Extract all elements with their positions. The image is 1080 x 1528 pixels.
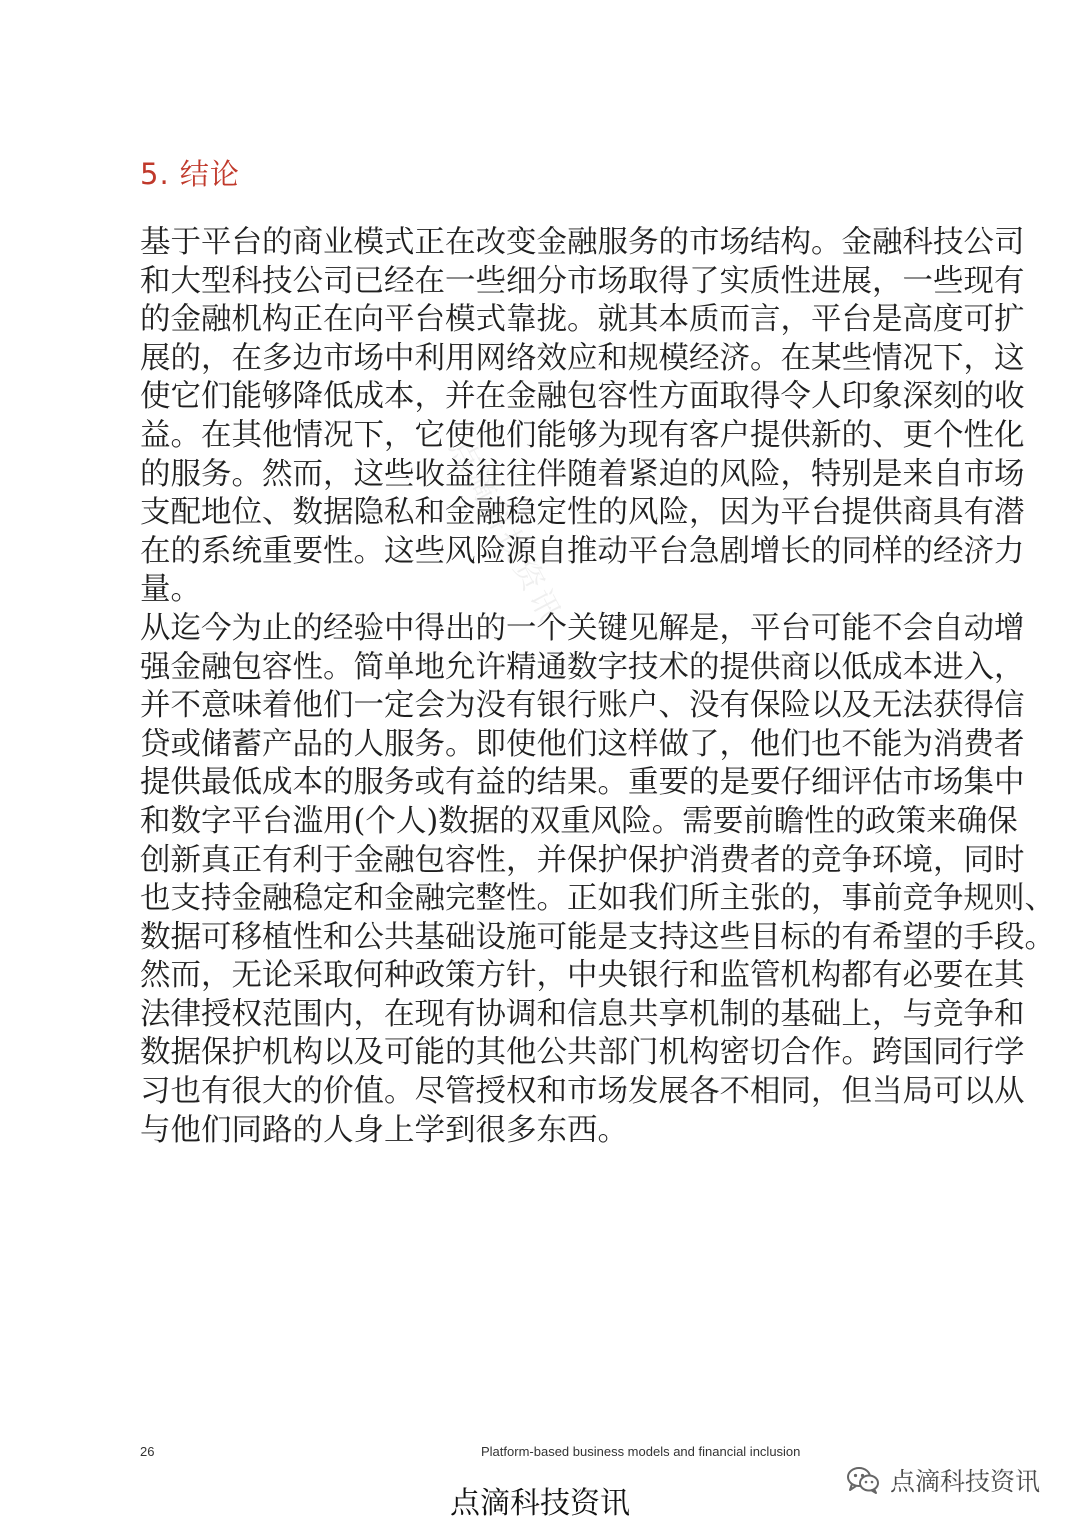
paragraph-line: 强金融包容性。简单地允许精通数字技术的提供商以低成本进入， (140, 649, 1025, 685)
paragraph-line: 创新真正有利于金融包容性，并保护保护消费者的竞争环境，同时 (140, 842, 1025, 878)
section-heading: 5. 结论 (140, 157, 240, 191)
paragraph-line: 贷或储蓄产品的人服务。即使他们这样做了，他们也不能为消费者 (140, 726, 1025, 762)
paragraph-line: 与他们同路的人身上学到很多东西。 (140, 1112, 628, 1148)
body-text (140, 224, 1055, 1150)
paragraph-line: 提供最低成本的服务或有益的结果。重要的是要仔细评估市场集中 (140, 765, 1025, 801)
paragraph-line: 也支持金融稳定和金融完整性。正如我们所主张的，事前竞争规则、 (140, 881, 1055, 917)
page-number: 26 (140, 1444, 155, 1459)
paragraph-line: 展的，在多边市场中利用网络效应和规模经济。在某些情况下，这 (140, 340, 1025, 376)
paragraph-line: 基于平台的商业模式正在改变金融服务的市场结构。金融科技公司 (140, 225, 1025, 260)
paragraph-line: 量。 (140, 572, 201, 608)
paragraph-line: 法律授权范围内，在现有协调和信息共享机制的基础上，与竞争和 (140, 996, 1025, 1032)
paragraph-line: 习也有很大的价值。尽管授权和市场发展各不相同，但当局可以从 (140, 1074, 1025, 1110)
paragraph-line: 使它们能够降低成本，并在金融包容性方面取得令人印象深刻的收 (140, 379, 1025, 415)
watermark: 点滴科技资讯 (442, 433, 569, 631)
paragraph-line: 在的系统重要性。这些风险源自推动平台急剧增长的同样的经济力 (140, 533, 1025, 569)
paragraph-line: 从迄今为止的经验中得出的一个关键见解是，平台可能不会自动增 (140, 610, 1025, 646)
paragraph-line: 的服务。然而，这些收益往往伴随着紧迫的风险，特别是来自市场 (140, 456, 1025, 492)
paragraph-line: 然而，无论采取何种政策方针，中央银行和监管机构都有必要在其 (140, 958, 1025, 994)
paragraph-line: 并不意味着他们一定会为没有银行账户、没有保险以及无法获得信 (140, 688, 1025, 724)
footer-document-title: Platform-based business models and financial inclusion (481, 1444, 801, 1459)
brand-label: 点滴科技资讯 (890, 1467, 1041, 1496)
paragraph-line: 和数字平台滥用(个人)数据的双重风险。需要前瞻性的政策来确保 (140, 803, 1018, 839)
bottom-caption: 点滴科技资讯 (450, 1486, 630, 1521)
paragraph-line: 和大型科技公司已经在一些细分市场取得了实质性进展，一些现有 (140, 263, 1025, 299)
paragraph-line: 支配地位、数据隐私和金融稳定性的风险，因为平台提供商具有潜 (140, 495, 1025, 531)
paragraph-line: 益。在其他情况下，它使他们能够为现有客户提供新的、更个性化 (140, 417, 1025, 453)
paragraph-line: 的金融机构正在向平台模式靠拢。就其本质而言，平台是高度可扩 (140, 302, 1025, 338)
paragraph-line: 数据可移植性和公共基础设施可能是支持这些目标的有希望的手段。 (140, 919, 1055, 955)
paragraph-line: 数据保护机构以及可能的其他公共部门机构密切合作。跨国同行学 (140, 1035, 1025, 1071)
